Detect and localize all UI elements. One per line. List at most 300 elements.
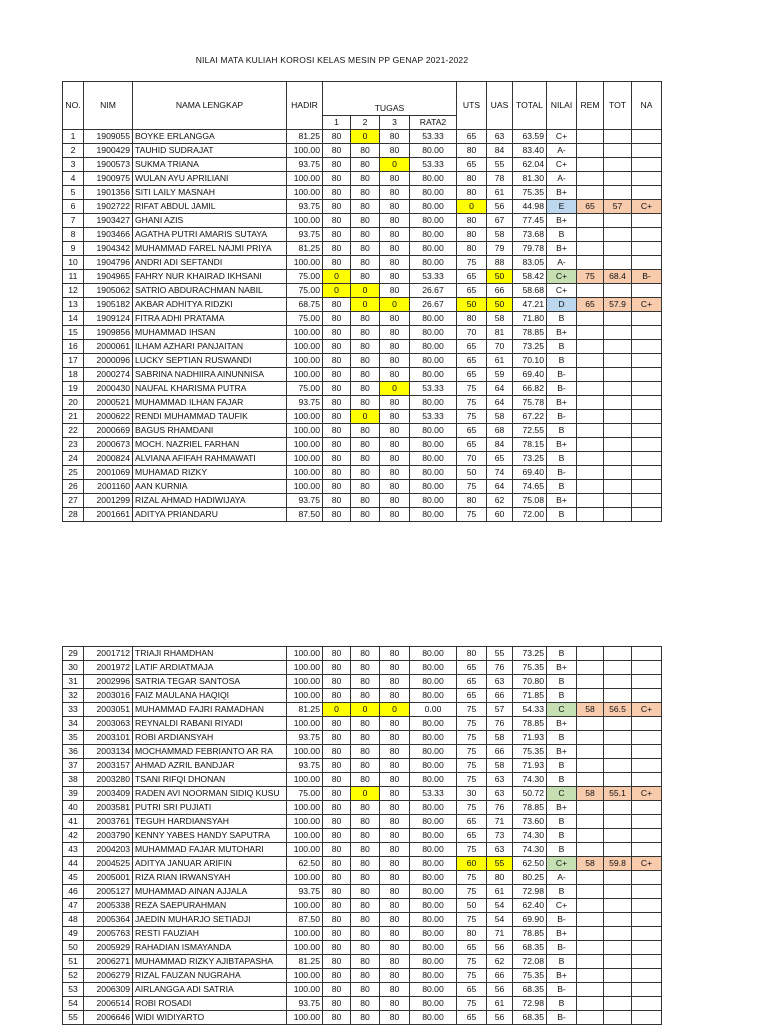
cell-na	[632, 969, 662, 983]
cell-na	[632, 661, 662, 675]
cell-tugas-2: 80	[351, 256, 380, 270]
cell-rata2: 80.00	[410, 885, 457, 899]
cell-hadir: 100.00	[287, 927, 323, 941]
table-row	[63, 955, 662, 969]
cell-total: 62.50	[513, 857, 547, 871]
table-row	[63, 368, 662, 382]
cell-tugas-1: 80	[323, 801, 351, 815]
cell-nama: NAUFAL KHARISMA PUTRA	[133, 382, 287, 396]
cell-tot: 57	[604, 200, 632, 214]
cell-uts: 0	[457, 200, 487, 214]
cell-tugas-2: 80	[351, 312, 380, 326]
cell-tugas-3: 80	[380, 647, 410, 661]
cell-tot	[604, 368, 632, 382]
cell-tugas-2: 80	[351, 354, 380, 368]
cell-rata2: 80.00	[410, 200, 457, 214]
cell-uas: 76	[487, 801, 513, 815]
cell-nilai: B-	[547, 410, 577, 424]
cell-rata2: 80.00	[410, 242, 457, 256]
cell-nim: 2001160	[84, 480, 133, 494]
cell-uts: 65	[457, 829, 487, 843]
cell-no: 11	[63, 270, 84, 284]
cell-nim: 2000622	[84, 410, 133, 424]
cell-rem	[577, 214, 604, 228]
table-row	[63, 969, 662, 983]
table-row	[63, 144, 662, 158]
cell-hadir: 100.00	[287, 689, 323, 703]
table-row	[63, 997, 662, 1011]
table-row	[63, 312, 662, 326]
cell-no: 33	[63, 703, 84, 717]
cell-rem: 75	[577, 270, 604, 284]
cell-nilai: B	[547, 424, 577, 438]
cell-tugas-1: 80	[323, 1011, 351, 1025]
cell-nim: 2003761	[84, 815, 133, 829]
cell-nilai: B-	[547, 368, 577, 382]
cell-rata2: 80.00	[410, 815, 457, 829]
cell-nama: ROBI ROSADI	[133, 997, 287, 1011]
cell-rata2: 80.00	[410, 368, 457, 382]
table-row	[63, 1011, 662, 1025]
cell-total: 62.04	[513, 158, 547, 172]
cell-na	[632, 368, 662, 382]
cell-hadir: 100.00	[287, 186, 323, 200]
cell-uas: 84	[487, 438, 513, 452]
cell-uts: 80	[457, 144, 487, 158]
cell-hadir: 81.25	[287, 242, 323, 256]
cell-nilai: B	[547, 689, 577, 703]
table-row	[63, 200, 662, 214]
cell-tugas-3: 0	[380, 158, 410, 172]
cell-na	[632, 689, 662, 703]
cell-tugas-3: 80	[380, 857, 410, 871]
cell-tot	[604, 1011, 632, 1025]
cell-nim: 1905062	[84, 284, 133, 298]
cell-no: 25	[63, 466, 84, 480]
cell-total: 75.08	[513, 494, 547, 508]
table-row	[63, 661, 662, 675]
cell-total: 71.80	[513, 312, 547, 326]
cell-nim: 2002996	[84, 675, 133, 689]
cell-uas: 56	[487, 983, 513, 997]
cell-hadir: 93.75	[287, 228, 323, 242]
cell-no: 51	[63, 955, 84, 969]
cell-uas: 64	[487, 480, 513, 494]
cell-no: 19	[63, 382, 84, 396]
cell-rem: 65	[577, 298, 604, 312]
cell-tot	[604, 410, 632, 424]
cell-nama: SUKMA TRIANA	[133, 158, 287, 172]
cell-rem	[577, 256, 604, 270]
cell-tugas-1: 80	[323, 298, 351, 312]
table-row	[63, 829, 662, 843]
cell-tot	[604, 731, 632, 745]
cell-uts: 65	[457, 1011, 487, 1025]
cell-rem	[577, 913, 604, 927]
cell-tugas-2: 80	[351, 382, 380, 396]
cell-tugas-1: 80	[323, 312, 351, 326]
cell-total: 73.68	[513, 228, 547, 242]
cell-total: 72.98	[513, 997, 547, 1011]
cell-na	[632, 1011, 662, 1025]
cell-tugas-3: 80	[380, 424, 410, 438]
cell-tugas-2: 80	[351, 815, 380, 829]
cell-tugas-3: 80	[380, 983, 410, 997]
cell-na	[632, 885, 662, 899]
cell-uas: 58	[487, 228, 513, 242]
cell-rem	[577, 871, 604, 885]
cell-na	[632, 214, 662, 228]
cell-tugas-1: 80	[323, 689, 351, 703]
cell-rem	[577, 1011, 604, 1025]
cell-tugas-2: 80	[351, 829, 380, 843]
cell-nim: 2003409	[84, 787, 133, 801]
cell-total: 78.85	[513, 326, 547, 340]
cell-tugas-1: 80	[323, 228, 351, 242]
header-uas: UAS	[487, 82, 513, 130]
cell-nama: RIZAL FAUZAN NUGRAHA	[133, 969, 287, 983]
cell-tugas-2: 80	[351, 172, 380, 186]
cell-tugas-2: 80	[351, 228, 380, 242]
cell-rem: 58	[577, 703, 604, 717]
cell-tot	[604, 396, 632, 410]
cell-tot	[604, 256, 632, 270]
cell-total: 47.21	[513, 298, 547, 312]
cell-tot	[604, 480, 632, 494]
table-row	[63, 494, 662, 508]
cell-tugas-2: 80	[351, 214, 380, 228]
cell-nama: MUHAMMAD FAREL NAJMI PRIYA	[133, 242, 287, 256]
cell-na	[632, 186, 662, 200]
cell-nama: TEGUH HARDIANSYAH	[133, 815, 287, 829]
cell-nilai: B-	[547, 913, 577, 927]
cell-nilai: B	[547, 773, 577, 787]
cell-uts: 65	[457, 340, 487, 354]
cell-na	[632, 899, 662, 913]
cell-na	[632, 438, 662, 452]
cell-rata2: 26.67	[410, 298, 457, 312]
cell-rem	[577, 186, 604, 200]
cell-total: 74.30	[513, 843, 547, 857]
table-row	[63, 452, 662, 466]
cell-rata2: 80.00	[410, 1011, 457, 1025]
cell-no: 37	[63, 759, 84, 773]
cell-uas: 63	[487, 787, 513, 801]
cell-tugas-3: 80	[380, 745, 410, 759]
cell-uas: 73	[487, 829, 513, 843]
cell-uts: 65	[457, 158, 487, 172]
cell-uts: 75	[457, 773, 487, 787]
cell-hadir: 62.50	[287, 857, 323, 871]
cell-tugas-2: 0	[351, 787, 380, 801]
cell-na	[632, 452, 662, 466]
cell-total: 77.45	[513, 214, 547, 228]
table-row	[63, 284, 662, 298]
cell-tot	[604, 214, 632, 228]
cell-total: 68.35	[513, 983, 547, 997]
table-row	[63, 899, 662, 913]
cell-total: 63.59	[513, 130, 547, 144]
cell-nama: LATIF ARDIATMAJA	[133, 661, 287, 675]
cell-uts: 75	[457, 843, 487, 857]
cell-tugas-2: 0	[351, 284, 380, 298]
cell-tugas-3: 80	[380, 899, 410, 913]
cell-tugas-2: 80	[351, 480, 380, 494]
table-row	[63, 158, 662, 172]
cell-uts: 80	[457, 214, 487, 228]
cell-nama: TSANI RIFQI DHONAN	[133, 773, 287, 787]
cell-tugas-1: 80	[323, 200, 351, 214]
cell-uas: 60	[487, 508, 513, 522]
cell-uas: 50	[487, 298, 513, 312]
cell-na	[632, 675, 662, 689]
cell-tugas-2: 80	[351, 452, 380, 466]
cell-na	[632, 815, 662, 829]
cell-total: 68.35	[513, 941, 547, 955]
cell-hadir: 100.00	[287, 480, 323, 494]
cell-nama: WIDI WIDIYARTO	[133, 1011, 287, 1025]
cell-tot	[604, 815, 632, 829]
cell-uts: 75	[457, 410, 487, 424]
cell-hadir: 100.00	[287, 452, 323, 466]
cell-rem	[577, 340, 604, 354]
table-row	[63, 382, 662, 396]
cell-nilai: B	[547, 452, 577, 466]
cell-rata2: 53.33	[410, 158, 457, 172]
cell-hadir: 75.00	[287, 787, 323, 801]
cell-uts: 75	[457, 382, 487, 396]
cell-tot	[604, 647, 632, 661]
cell-nama: AKBAR ADHITYA RIDZKI	[133, 298, 287, 312]
cell-tugas-2: 80	[351, 200, 380, 214]
cell-nilai: B-	[547, 983, 577, 997]
cell-nilai: B	[547, 228, 577, 242]
cell-tugas-2: 80	[351, 983, 380, 997]
cell-na: B-	[632, 270, 662, 284]
cell-na	[632, 494, 662, 508]
cell-total: 78.85	[513, 717, 547, 731]
cell-na	[632, 829, 662, 843]
cell-rata2: 80.00	[410, 997, 457, 1011]
cell-uas: 65	[487, 452, 513, 466]
cell-nama: TRIAJI RHAMDHAN	[133, 647, 287, 661]
cell-total: 73.25	[513, 340, 547, 354]
table-row	[63, 228, 662, 242]
cell-nilai: B-	[547, 466, 577, 480]
cell-nama: ILHAM AZHARI PANJAITAN	[133, 340, 287, 354]
cell-uts: 80	[457, 242, 487, 256]
cell-tot	[604, 424, 632, 438]
header-nama: NAMA LENGKAP	[133, 82, 287, 130]
cell-nama: SATRIA TEGAR SANTOSA	[133, 675, 287, 689]
cell-hadir: 100.00	[287, 368, 323, 382]
cell-tot	[604, 438, 632, 452]
cell-uts: 50	[457, 899, 487, 913]
cell-rem	[577, 130, 604, 144]
cell-nim: 1900429	[84, 144, 133, 158]
cell-tugas-1: 80	[323, 382, 351, 396]
header-rata2: RATA2	[410, 116, 457, 130]
cell-nim: 2000061	[84, 340, 133, 354]
table-row	[63, 983, 662, 997]
cell-tot	[604, 941, 632, 955]
cell-total: 74.30	[513, 773, 547, 787]
cell-no: 17	[63, 354, 84, 368]
cell-nilai: B	[547, 885, 577, 899]
cell-uts: 75	[457, 256, 487, 270]
cell-tugas-3: 80	[380, 815, 410, 829]
cell-uas: 80	[487, 871, 513, 885]
cell-no: 22	[63, 424, 84, 438]
cell-rata2: 80.00	[410, 424, 457, 438]
cell-nim: 2006309	[84, 983, 133, 997]
cell-nilai: C+	[547, 130, 577, 144]
cell-no: 53	[63, 983, 84, 997]
cell-uts: 75	[457, 717, 487, 731]
cell-rem	[577, 815, 604, 829]
cell-rem	[577, 144, 604, 158]
cell-tugas-1: 80	[323, 326, 351, 340]
cell-nilai: B	[547, 843, 577, 857]
cell-uas: 66	[487, 284, 513, 298]
cell-tugas-3: 80	[380, 340, 410, 354]
cell-rata2: 80.00	[410, 773, 457, 787]
cell-nilai: B	[547, 312, 577, 326]
cell-nim: 2000673	[84, 438, 133, 452]
cell-hadir: 100.00	[287, 172, 323, 186]
cell-hadir: 100.00	[287, 214, 323, 228]
cell-rata2: 26.67	[410, 284, 457, 298]
cell-uts: 65	[457, 130, 487, 144]
cell-nama: WULAN AYU APRILIANI	[133, 172, 287, 186]
cell-hadir: 100.00	[287, 326, 323, 340]
cell-tot	[604, 186, 632, 200]
header-hadir: HADIR	[287, 82, 323, 130]
cell-tugas-2: 80	[351, 186, 380, 200]
cell-rem	[577, 717, 604, 731]
cell-no: 9	[63, 242, 84, 256]
cell-tugas-1: 80	[323, 130, 351, 144]
cell-tot	[604, 172, 632, 186]
cell-nim: 2000521	[84, 396, 133, 410]
header-nilai: NILAI	[547, 82, 577, 130]
table-row	[63, 480, 662, 494]
cell-rata2: 80.00	[410, 494, 457, 508]
cell-nama: MUHAMMAD RIZKY AJIBTAPASHA	[133, 955, 287, 969]
cell-tugas-3: 80	[380, 172, 410, 186]
cell-uas: 84	[487, 144, 513, 158]
cell-rata2: 80.00	[410, 731, 457, 745]
cell-no: 21	[63, 410, 84, 424]
cell-rem	[577, 941, 604, 955]
table-row	[63, 647, 662, 661]
cell-nama: MUHAMMAD FAJRI RAMADHAN	[133, 703, 287, 717]
cell-nim: 1904796	[84, 256, 133, 270]
cell-no: 13	[63, 298, 84, 312]
cell-uts: 75	[457, 508, 487, 522]
cell-no: 2	[63, 144, 84, 158]
cell-tugas-3: 80	[380, 843, 410, 857]
cell-uas: 61	[487, 885, 513, 899]
cell-uas: 71	[487, 927, 513, 941]
table-row	[63, 717, 662, 731]
cell-uts: 65	[457, 368, 487, 382]
cell-uas: 56	[487, 941, 513, 955]
cell-nim: 2001069	[84, 466, 133, 480]
cell-nama: ADITYA PRIANDARU	[133, 508, 287, 522]
cell-tugas-1: 80	[323, 927, 351, 941]
table-row	[63, 270, 662, 284]
cell-tugas-2: 0	[351, 703, 380, 717]
cell-na: C+	[632, 857, 662, 871]
cell-nim: 2003790	[84, 829, 133, 843]
cell-rata2: 80.00	[410, 675, 457, 689]
cell-nama: RADEN AVI NOORMAN SIDIQ KUSU	[133, 787, 287, 801]
cell-nama: MOCH. NAZRIEL FARHAN	[133, 438, 287, 452]
cell-uas: 81	[487, 326, 513, 340]
cell-total: 69.40	[513, 466, 547, 480]
cell-nilai: D	[547, 298, 577, 312]
cell-tugas-2: 80	[351, 717, 380, 731]
cell-rata2: 80.00	[410, 452, 457, 466]
cell-nama: MUHAMAD RIZKY	[133, 466, 287, 480]
cell-no: 8	[63, 228, 84, 242]
cell-tugas-1: 80	[323, 745, 351, 759]
table-row	[63, 759, 662, 773]
cell-uas: 55	[487, 857, 513, 871]
cell-hadir: 100.00	[287, 144, 323, 158]
cell-tot: 56.5	[604, 703, 632, 717]
cell-tugas-2: 80	[351, 997, 380, 1011]
cell-rem: 58	[577, 787, 604, 801]
table-row	[63, 815, 662, 829]
cell-nama: LUCKY SEPTIAN RUSWANDI	[133, 354, 287, 368]
cell-hadir: 100.00	[287, 340, 323, 354]
cell-nim: 1904342	[84, 242, 133, 256]
cell-tugas-3: 80	[380, 661, 410, 675]
cell-total: 79.78	[513, 242, 547, 256]
cell-hadir: 100.00	[287, 843, 323, 857]
cell-uts: 75	[457, 913, 487, 927]
cell-total: 67.22	[513, 410, 547, 424]
cell-nilai: B	[547, 340, 577, 354]
cell-nim: 2000669	[84, 424, 133, 438]
cell-nilai: C+	[547, 857, 577, 871]
cell-total: 71.93	[513, 759, 547, 773]
cell-tot	[604, 997, 632, 1011]
cell-tugas-2: 0	[351, 410, 380, 424]
cell-na	[632, 228, 662, 242]
cell-na	[632, 871, 662, 885]
cell-nim: 2005364	[84, 913, 133, 927]
cell-total: 78.85	[513, 801, 547, 815]
header-tugas-2: 2	[351, 116, 380, 130]
cell-na	[632, 144, 662, 158]
cell-tot	[604, 284, 632, 298]
cell-hadir: 93.75	[287, 731, 323, 745]
cell-nama: PUTRI SRI PUJIATI	[133, 801, 287, 815]
cell-nim: 2006271	[84, 955, 133, 969]
cell-tugas-3: 80	[380, 787, 410, 801]
cell-uas: 59	[487, 368, 513, 382]
cell-tugas-1: 80	[323, 186, 351, 200]
cell-hadir: 100.00	[287, 675, 323, 689]
cell-rem	[577, 661, 604, 675]
cell-nim: 2003280	[84, 773, 133, 787]
cell-rata2: 80.00	[410, 941, 457, 955]
cell-total: 73.25	[513, 452, 547, 466]
cell-uts: 65	[457, 438, 487, 452]
